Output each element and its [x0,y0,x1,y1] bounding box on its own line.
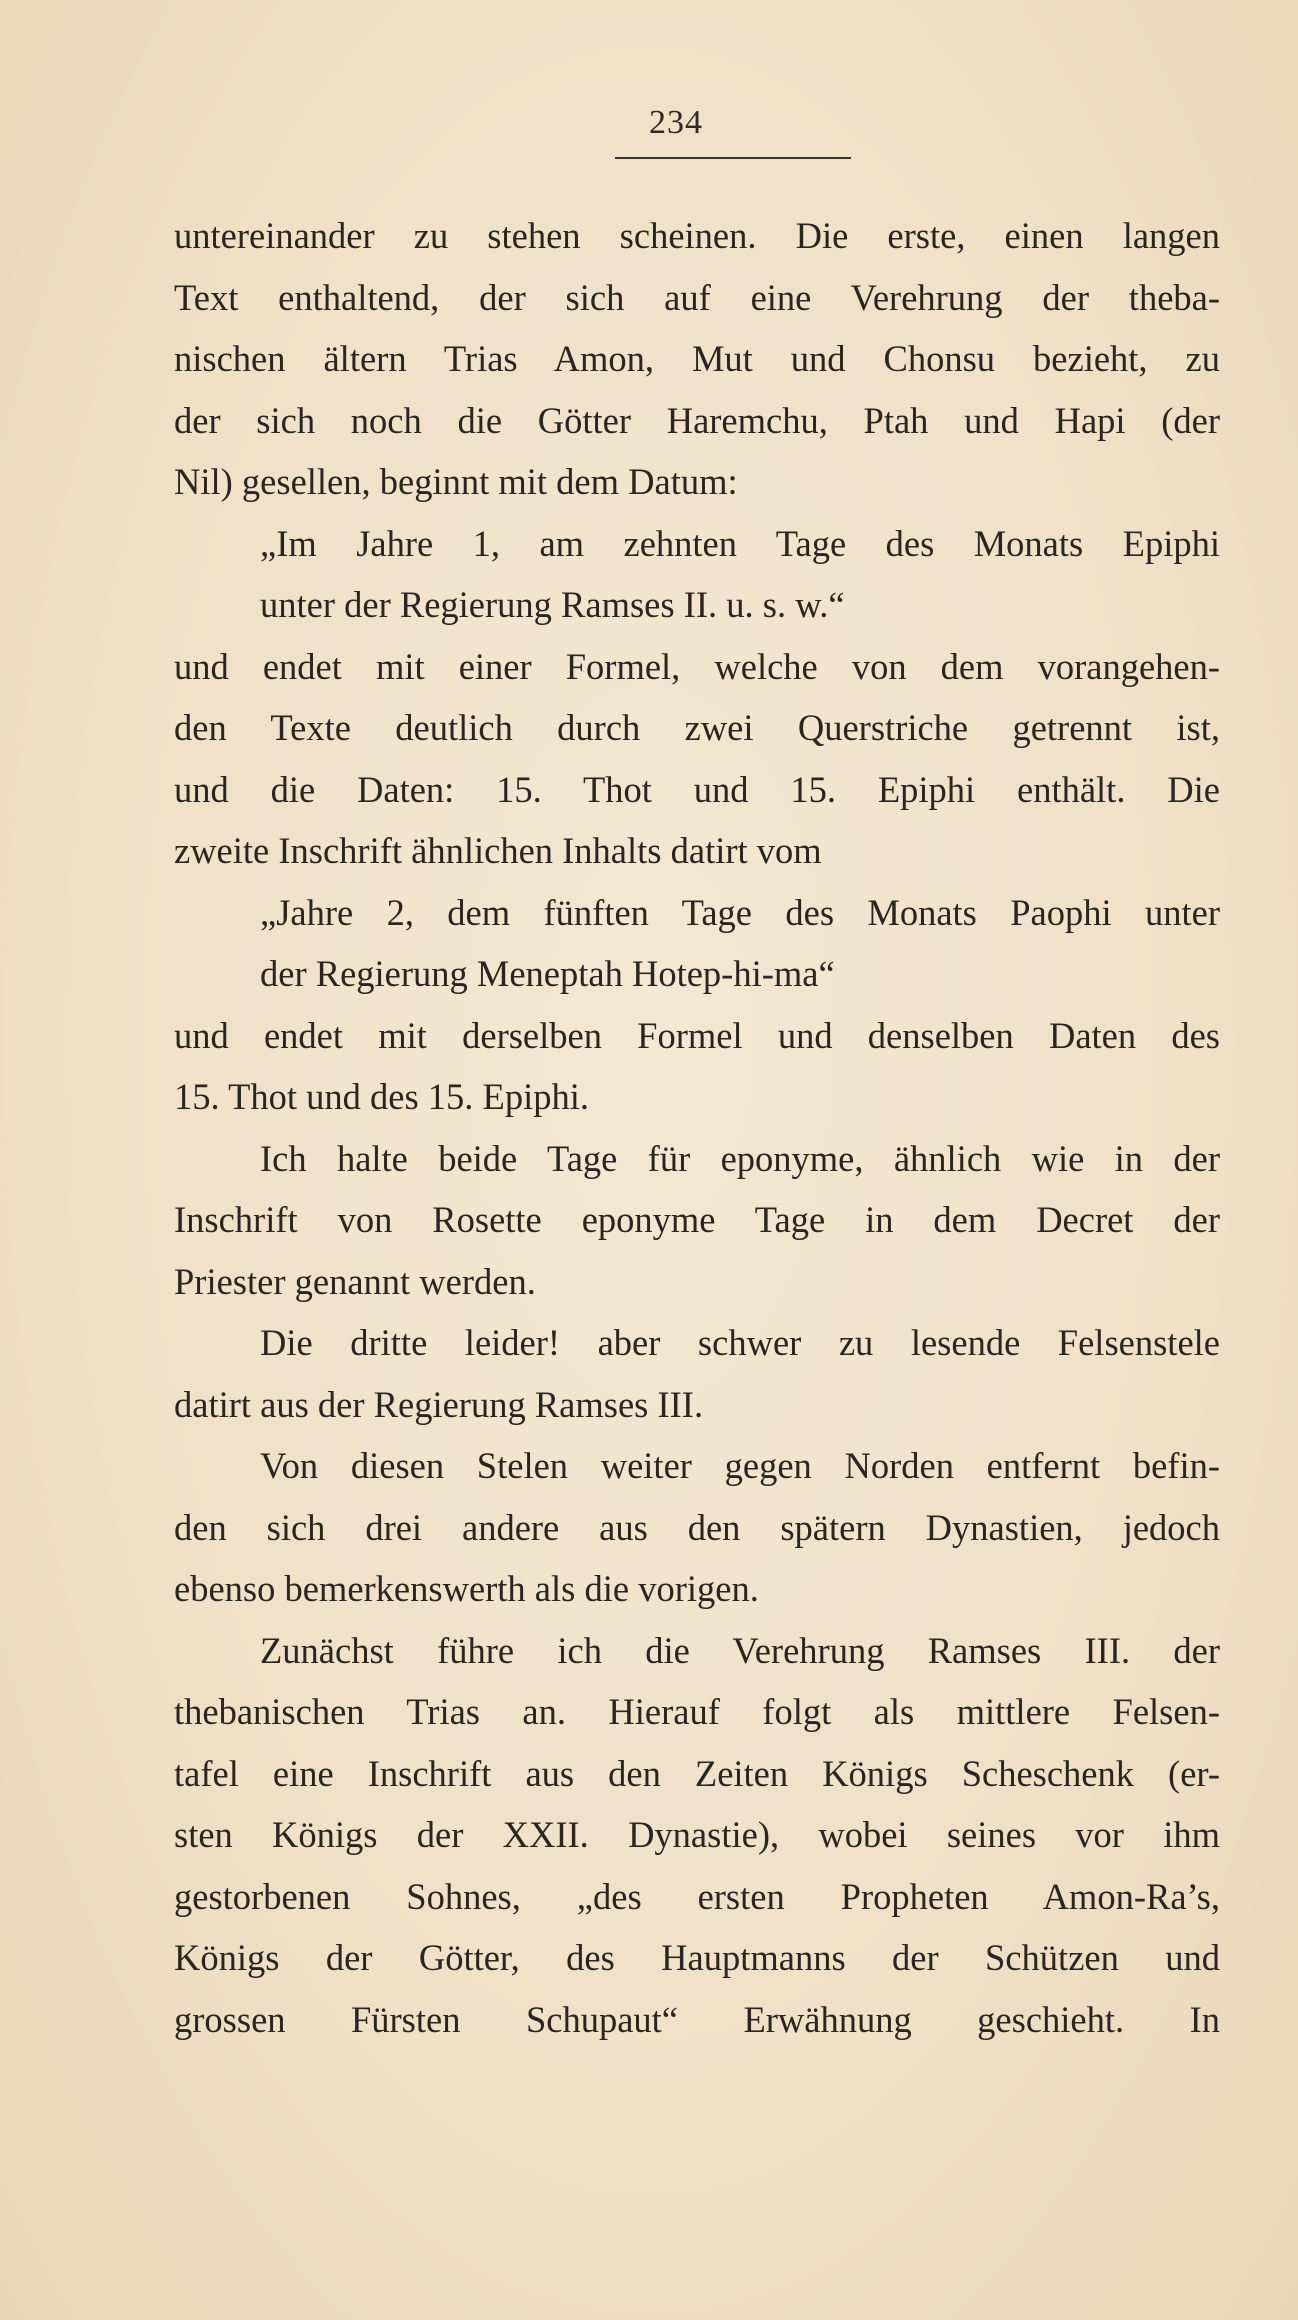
quote-line: unter der Regierung Ramses II. u. s. w.“ [260,584,845,625]
text-line: nischen ältern Trias Amon, Mut und Chonsu bezieht, zu [174,338,1220,379]
text-line: und endet mit einer Formel, welche von dem vorangehen- [174,645,1220,687]
paragraph-first-line: Von diesen Stelen weiter gegen Norden entfernt befin- [260,1445,1220,1486]
text-line: Königs der Götter, des Hauptmanns der Schützen und [174,1937,1220,1978]
text-line: den sich drei andere aus den spätern Dynastien, jedoch [174,1506,1220,1548]
text-line: Inschrift von Rosette eponyme Tage in dem Decret der [174,1199,1220,1240]
text-line: den Texte deutlich durch zwei Querstriche getrennt ist, [174,707,1220,748]
text-line: ebenso bemerkenswerth als die vorigen. [174,1568,759,1609]
text-line: Priester genannt werden. [174,1260,536,1302]
header-rule [615,157,851,159]
text-line: und die Daten: 15. Thot und 15. Epiphi enthält. Die [174,768,1220,810]
text-line: gestorbenen Sohnes, „des ersten Propheten Amon-Ra’s, [174,1875,1220,1917]
paragraph-first-line: Die dritte leider! aber schwer zu lesende Felsenstele [260,1322,1220,1363]
page-number: 234 [649,104,703,141]
text-line: 15. Thot und des 15. Epiphi. [174,1076,590,1117]
text-line: Nil) gesellen, beginnt mit dem Datum: [174,461,738,502]
text-line: thebanischen Trias an. Hierauf folgt als mittlere Felsen- [174,1691,1220,1732]
quote-line: „Im Jahre 1, am zehnten Tage des Monats Epiphi [260,522,1220,564]
text-line: Text enthaltend, der sich auf eine Verehrung der theba- [174,276,1220,318]
paragraph-first-line: Zunächst führe ich die Verehrung Ramses III. der [260,1629,1220,1671]
body-text [174,205,1220,2050]
quote-line: „Jahre 2, dem fünften Tage des Monats Paophi unter [260,891,1220,933]
text-line: und endet mit derselben Formel und denselben Daten des [174,1014,1220,1056]
text-line: tafel eine Inschrift aus den Zeiten Königs Scheschenk (er- [174,1752,1220,1794]
text-line: datirt aus der Regierung Ramses III. [174,1383,704,1425]
text-line: sten Königs der XXII. Dynastie), wobei seines vor ihm [174,1814,1220,1855]
text-line: untereinander zu stehen scheinen. Die erste, einen langen [174,215,1220,256]
quote-line: der Regierung Meneptah Hotep-hi-ma“ [260,953,835,994]
paragraph-first-line: Ich halte beide Tage für eponyme, ähnlich wie in der [260,1137,1220,1179]
text-line: der sich noch die Götter Haremchu, Ptah und Hapi (der [174,399,1220,441]
text-line: grossen Fürsten Schupaut“ Erwähnung geschieht. In [174,1998,1220,2040]
text-line: zweite Inschrift ähnlichen Inhalts datirt vom [174,830,822,871]
